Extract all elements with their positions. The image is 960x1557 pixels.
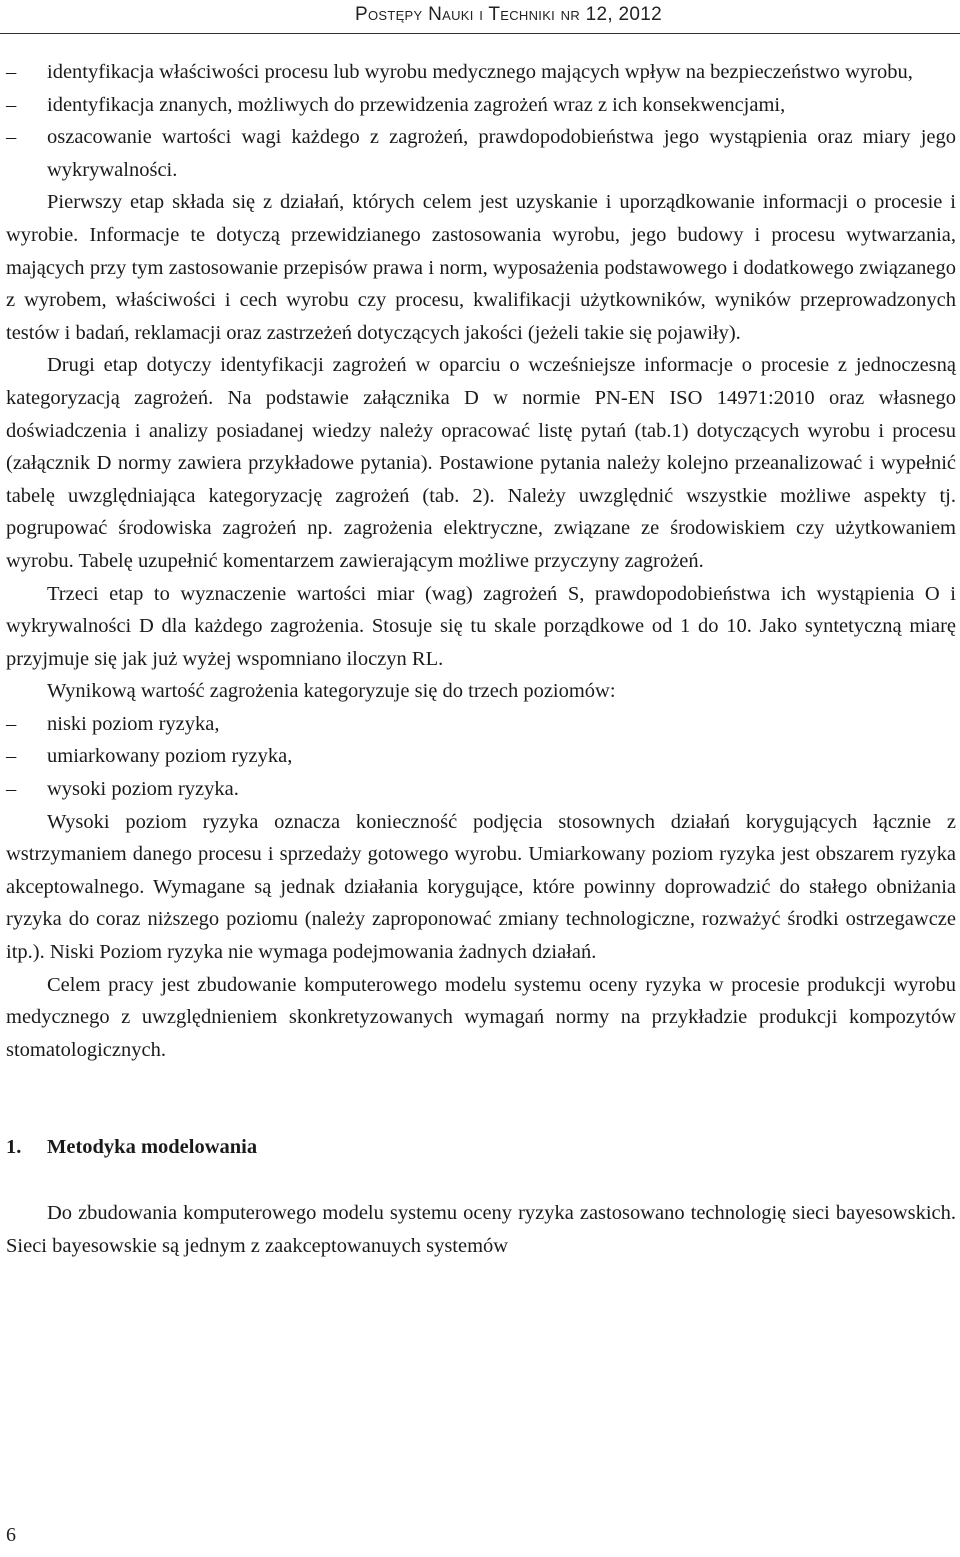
section-number: 1. [6,1136,22,1159]
list-item-text: umiarkowany poziom ryzyka, [47,745,293,768]
dash-bullet: – [6,745,17,768]
dash-bullet: – [6,778,17,801]
journal-title: Postępy Nauki i Techniki nr 12, 2012 [354,4,662,25]
spacer [6,1066,956,1131]
spacer [6,1164,956,1197]
list-top [6,56,956,186]
paragraph-second-stage: Drugi etap dotyczy identyfikacji zagrożeń w oparciu o wcześniejsze informacje o procesie z jednoczesną kategoryzacją zagrożeń. Na podstawie załącznika D w normie PN-EN ISO 14971:2010 oraz własnego doświadczenia i analizy posiadanej wiedzy należy opracować listę pytań (tab.1) dotyczących wyrobu i procesu (załącznik D normy zawiera przykładowe pytania). Postawione pytania należy kolejno przeanalizować i wypełnić tabelę uwzględniająca kategoryzację zagrożeń (tab. 2). Należy uwzględnić wszystkie możliwe aspekty tj. pogrupować środowiska zagrożeń np. zagrożenia elektryczne, związane ze środowiskiem czy użytkowaniem wyrobu. Tabelę uzupełnić komentarzem zawierającym możliwe przyczyny zagrożeń. [6,354,956,572]
list-item [6,708,956,741]
section-heading [6,1131,956,1164]
article-body [6,56,956,1262]
list-item [6,89,956,122]
list-risk-levels [6,708,956,806]
section-title: Metodyka modelowania [47,1136,258,1159]
dash-bullet: – [6,93,17,116]
dash-bullet: – [6,61,17,83]
list-item-text: identyfikacja właściwości procesu lub wyrobu medycznego mających wpływ na bezpieczeństwo wyrobu, [47,61,913,83]
list-item [6,740,956,773]
dash-bullet: – [6,712,17,735]
list-item [6,56,956,89]
list-item-text: identyfikacja znanych, możliwych do przewidzenia zagrożeń wraz z ich konsekwencjami, [47,93,786,116]
paragraph-high-risk: Wysoki poziom ryzyka oznacza konieczność podjęcia stosownych działań korygujących łącznie z wstrzymaniem danego procesu i sprzedaży gotowego wyrobu. Umiarkowany poziom ryzyka jest obszarem ryzyka akceptowalnego. Wymagane są jednak działania korygujące, które powinny doprowadzić do stałego obniżania ryzyka do coraz niższego poziomu (należy zaproponować zmiany technologiczne, rozważyć środki ostrzegawcze itp.). Niski Poziom ryzyka nie wymaga podejmowania żadnych działań. [6,810,956,964]
list-item-text: oszacowanie wartości wagi każdego z zagrożeń, prawdopodobieństwa jego wystąpienia oraz miary jego wykrywalności. [47,126,956,181]
paragraph-first-stage: Pierwszy etap składa się z działań, których celem jest uzyskanie i uporządkowanie informacji o procesie i wyrobie. Informacje te dotyczą przewidzianego zastosowania wyrobu, jego budowy i procesu wytwarzania, mających przy tym zastosowanie przepisów prawa i norm, wyposażenia podstawowego i dodatkowego związanego z wyrobem, właściwości i cech wyrobu czy procesu, kwalifikacji użytkowników, wyników przeprowadzonych testów i badań, reklamacji oraz zastrzeżeń dotyczących jakości (jeżeli takie się pojawiły). [6,191,956,344]
paragraph-methodology: Do zbudowania komputerowego modelu systemu oceny ryzyka zastosowano technologię sieci bayesowskich. Sieci bayesowskie są jednym z zaakceptowanuych systemów [6,1202,956,1257]
list-item [6,773,956,806]
paragraph-third-stage: Trzeci etap to wyznaczenie wartości miar (wag) zagrożeń S, prawdopodobieństwa ich wystąpienia O i wykrywalności D dla każdego zagrożenia. Stosuje się tu skale porządkowe od 1 do 10. Jako syntetyczną miarę przyjmuje się jak już wyżej wspomniano iloczyn RL. [6,582,956,670]
paragraph-aim: Celem pracy jest zbudowanie komputerowego modelu systemu oceny ryzyka w procesie produkcji wyrobu medycznego z uwzględnieniem skonkretyzowanych wymagań normy na przykładzie produkcji kompozytów stomatologicznych. [6,973,956,1061]
dash-bullet: – [6,126,17,149]
list-item [6,121,956,186]
page-number: 6 [6,1524,16,1546]
header-divider [0,33,960,34]
list-item-text: niski poziom ryzyka, [47,712,220,735]
page-header [0,0,960,34]
list-item-text: wysoki poziom ryzyka. [47,778,239,801]
paragraph-levels-intro: Wynikową wartość zagrożenia kategoryzuje się do trzech poziomów: [47,680,616,703]
